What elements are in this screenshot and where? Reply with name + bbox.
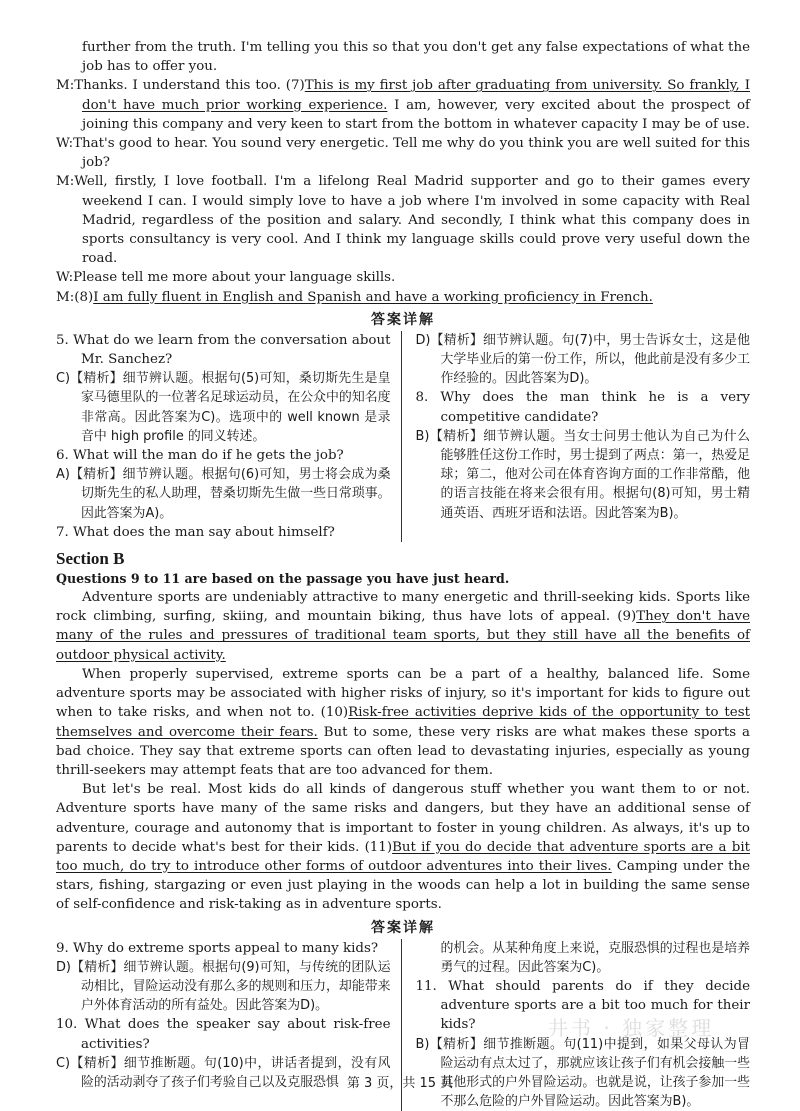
answer-columns-1 bbox=[56, 331, 750, 542]
answer-10: C)【精析】细节推断题。句(10)中，讲话者提到，没有风险的活动剥夺了孩子们考验自己以及克服恐惧 bbox=[56, 1055, 391, 1090]
dialogue-line bbox=[56, 288, 750, 307]
answer-8: B)【精析】细节辨认题。当女士问男士他认为自己为什么能够胜任这份工作时，男士提到了两点：第一，热爱足球；第二，他对公司在体育咨询方面的工作非常酷，他的语言技能在将来会很有用。根据句(8)可知，男士精通英语、西班牙语和法语。因此答案为B)。 bbox=[415, 428, 750, 521]
answer-section-title: 答案详解 bbox=[371, 919, 435, 936]
answer-11: B)【精析】细节推断题。句(11)中提到，如果父母认为冒险运动有点太过了，那就应该让孩子们有机会接触一些其他形式的户外冒险运动。也就是说，让孩子参加一些不那么危险的户外冒险运动。因此答案为B)。 bbox=[415, 1036, 750, 1110]
answer-6: A)【精析】细节辨认题。根据句(6)可知，男士将会成为桑切斯先生的私人助理，替桑切斯先生做一些日常琐事。因此答案为A)。 bbox=[56, 467, 391, 521]
key-sentence-7: This is my first job after graduating from university. So frankly, I don't have much prior working experience. bbox=[82, 78, 750, 113]
dialogue-transcript bbox=[56, 38, 750, 307]
question-9: 9. Why do extreme sports appeal to many kids? bbox=[56, 940, 379, 956]
passage-paragraph bbox=[56, 665, 750, 780]
passage-text: But to some, these very risks are what makes these sports a bad choice. They say that extreme sports can often lead to devastating injuries, especially as young thrill-seekers may attempt feats that are too advanced for them. bbox=[56, 724, 750, 778]
speaker-label: W: bbox=[56, 270, 74, 286]
answer-column-right bbox=[414, 331, 751, 542]
dialogue-line bbox=[56, 76, 750, 134]
dialogue-text: That's good to hear. You sound very energetic. Tell me why do you think you are well suited for this job? bbox=[73, 136, 750, 171]
dialogue-line bbox=[56, 134, 750, 172]
question-10: 10. What does the speaker say about risk-free activities? bbox=[56, 1017, 391, 1052]
passage-paragraph bbox=[56, 588, 750, 665]
dialogue-line: further from the truth. I'm telling you this so that you don't get any false expectations of what the job has to offer you. bbox=[82, 40, 750, 75]
dialogue-text: Please tell me more about your language skills. bbox=[73, 270, 396, 286]
dialogue-text: I am, however, very excited about the prospect of joining this company and very keen to start from the bottom in whatever capacity I may be of use. bbox=[82, 97, 750, 132]
question-6: 6. What will the man do if he gets the job? bbox=[56, 448, 344, 464]
dialogue-text: (8) bbox=[74, 289, 94, 305]
speaker-label: W: bbox=[56, 136, 74, 152]
dialogue-text: Thanks. I understand this too. (7) bbox=[74, 78, 305, 94]
page-content bbox=[56, 38, 750, 1111]
question-8: 8. Why does the man think he is a very competitive candidate? bbox=[415, 390, 750, 425]
answer-5: C)【精析】细节辨认题。根据句(5)可知，桑切斯先生是皇家马德里队的一位著名足球运动员，在公众中的知名度非常高。因此答案为C)。选项中的 well known 是录音中 high profile 的同义转述。 bbox=[56, 371, 391, 444]
questions-instruction: Questions 9 to 11 are based on the passage you have just heard. bbox=[56, 571, 510, 587]
page-number: 第 3 页，共 15 页 bbox=[346, 1076, 454, 1091]
passage-text: When properly supervised, extreme sports can be a part of a healthy, balanced life. Some adventure sports may be associated with higher risks of injury, so it's important for kids to figure out when to take risks, and when not to. (10) bbox=[56, 666, 750, 721]
question-11: 11. What should parents do if they decide adventure sports are a bit too much for their kids? bbox=[415, 978, 750, 1033]
passage-text: Camping under the stars, fishing, stargazing or even just playing in the woods can help a lot in building the same sense of self-confidence and risk-taking as in adventure sports. bbox=[56, 858, 750, 913]
dialogue-line bbox=[56, 268, 750, 287]
passage-text: Adventure sports are undeniably attractive to many energetic and thrill-seeking kids. Sports like rock climbing, surfing, skiing, and mountain biking, thus have lots of appeal. (9) bbox=[56, 590, 750, 625]
speaker-label: M: bbox=[56, 289, 75, 305]
question-7: 7. What does the man say about himself? bbox=[56, 524, 335, 540]
passage-text: But let's be real. Most kids do all kinds of dangerous stuff whether you want them to or not. Adventure sports have many of the same risks and dangers, but they have an additional sense of adventure, courage and autonomy that is important to foster in young children. As always, it's up to parents to decide what's best for their kids. (11) bbox=[56, 782, 750, 855]
answer-7: D)【精析】细节辨认题。句(7)中，男士告诉女士，这是他大学毕业后的第一份工作，所以，他此前是没有多少工作经验的。因此答案为D)。 bbox=[415, 332, 750, 387]
speaker-label: M: bbox=[56, 78, 75, 94]
question-5: 5. What do we learn from the conversation about Mr. Sanchez? bbox=[56, 332, 391, 368]
answer-column-left bbox=[56, 331, 402, 542]
passage-paragraph bbox=[56, 780, 750, 914]
section-heading: Section B bbox=[56, 549, 125, 569]
answer-10-continued: 的机会。从某种角度上来说，克服恐惧的过程也是培养勇气的过程。因此答案为C)。 bbox=[440, 940, 750, 975]
passage bbox=[56, 588, 750, 914]
dialogue-text: Well, firstly, I love football. I'm a lifelong Real Madrid supporter and go to their games every weekend I can. I would simply love to have a job where I'm involved in some capacity with Real Madrid, regardless of the position and salary. And secondly, I think what this company does in sports consultancy is very cool. And I think my language skills could prove very useful down the road. bbox=[74, 174, 750, 267]
dialogue-line bbox=[56, 172, 750, 268]
watermark-text: 井书 · 独家整理 bbox=[548, 1016, 715, 1040]
key-sentence-11: But if you do decide that adventure sports are a bit too much, do try to introduce other forms of outdoor adventures into their lives. bbox=[56, 839, 750, 874]
answer-9: D)【精析】细节辨认题。根据句(9)可知，与传统的团队运动相比，冒险运动没有那么多的规则和压力，却能带来户外体育活动的所有益处。因此答案为D)。 bbox=[56, 959, 391, 1014]
key-sentence-10: Risk-free activities deprive kids of the opportunity to test themselves and overcome their fears. bbox=[56, 705, 750, 740]
key-sentence-8: I am fully fluent in English and Spanish and have a working proficiency in French. bbox=[93, 289, 653, 305]
key-sentence-9: They don't have many of the rules and pressures of traditional team sports, but they still have all the benefits of outdoor physical activity. bbox=[56, 609, 750, 663]
answer-section-title: 答案详解 bbox=[371, 311, 435, 328]
speaker-label: M: bbox=[56, 174, 75, 190]
